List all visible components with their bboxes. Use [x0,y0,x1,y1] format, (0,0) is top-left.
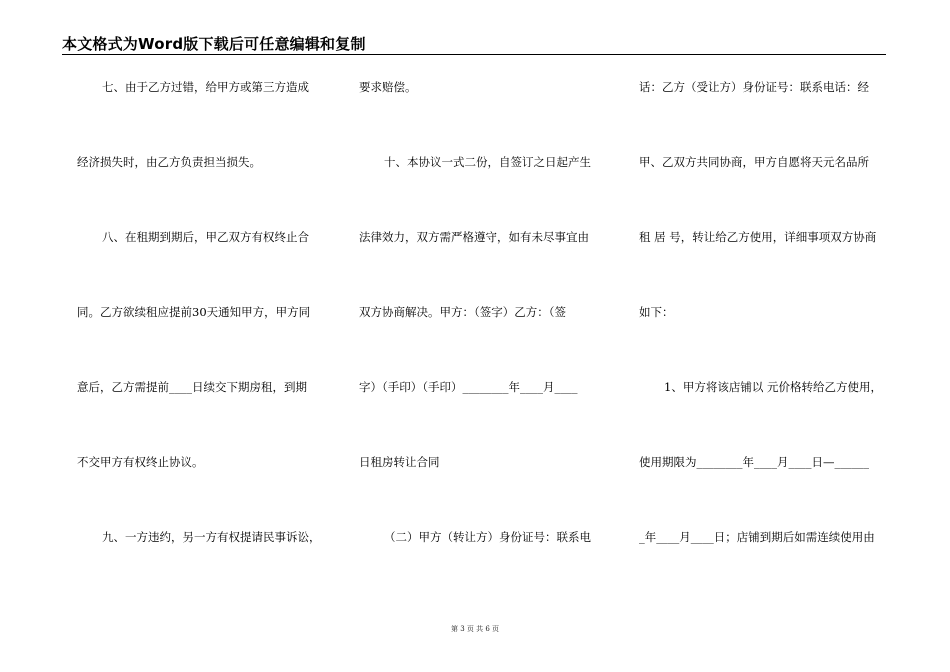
header-divider [62,54,886,55]
text-line: 租 居 号，转让给乙方使用，详细事项双方协商 [639,230,877,244]
text-line: （二）甲方（转让方）身份证号：联系电 [384,530,591,544]
text-line: 九、一方违约，另一方有权提请民事诉讼， [102,530,321,544]
text-line: 字）（手印）（手印）________年____月____ [359,380,578,394]
text-line: 十、本协议一式二份，自签订之日起产生 [384,155,591,169]
text-line: 法律效力，双方需严格遵守，如有未尽事宜由 [359,230,589,244]
text-line: 八、在租期到期后，甲乙双方有权终止合 [102,230,309,244]
text-line: _年____月____日；店铺到期后如需连续使用由 [639,530,875,544]
text-line: 要求赔偿。 [359,80,417,94]
text-line: 经济损失时，由乙方负责担当损失。 [77,155,261,169]
text-line: 同。乙方欲续租应提前30天通知甲方，甲方同 [77,305,311,319]
text-line: 日租房转让合同 [359,455,440,469]
text-line: 使用期限为________年____月____日—______ [639,455,869,469]
text-line: 七、由于乙方过错，给甲方或第三方造成 [102,80,309,94]
text-line: 意后，乙方需提前____日续交下期房租，到期 [77,380,307,394]
text-line: 双方协商解决。甲方：（签字）乙方：（签 [359,305,566,319]
text-line: 不交甲方有权终止协议。 [77,455,204,469]
text-line: 1、甲方将该店铺以 元价格转给乙方使用， [664,380,882,394]
document-header-title: 本文格式为Word版下载后可任意编辑和复制 [62,35,366,53]
text-line: 如下： [639,305,674,319]
text-line: 话：乙方（受让方）身份证号：联系电话：经 [639,80,869,94]
page-number-footer: 第 3 页 共 6 页 [450,625,500,633]
text-line: 甲、乙双方共同协商，甲方自愿将天元名品所 [639,155,869,169]
